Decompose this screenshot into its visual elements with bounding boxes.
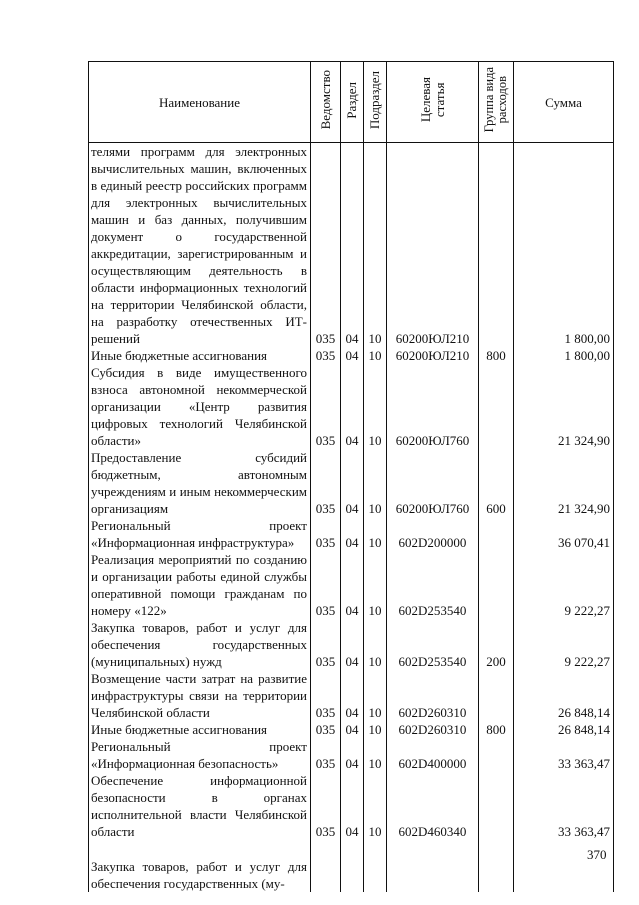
row-gruppa [479, 143, 514, 348]
table-row [89, 517, 614, 551]
header-name: Наименование [89, 62, 311, 143]
row-gruppa [479, 670, 514, 721]
table-row [89, 449, 614, 517]
row-name: Реализация мероприятий по созданию и организации работы единой службы оперативной помощи гражданам по номеру «122» [89, 551, 311, 619]
row-razdel: 04 [341, 551, 364, 619]
table-row [89, 347, 614, 364]
row-podrazdel: 10 [364, 721, 387, 738]
row-razdel: 04 [341, 619, 364, 670]
row-tselevaya: 602D200000 [387, 517, 479, 551]
header-gruppa: Группа вида расходов [479, 62, 514, 143]
row-tselevaya: 602D253540 [387, 551, 479, 619]
header-vedomstvo: Ведомство [311, 62, 341, 143]
row-tselevaya: 602D460340 [387, 772, 479, 840]
row-podrazdel: 10 [364, 347, 387, 364]
row-vedomstvo: 035 [311, 364, 341, 449]
row-name: Иные бюджетные ассигнования [89, 721, 311, 738]
row-name: Региональный проект «Информационная безопасность» [89, 738, 311, 772]
header-razdel: Раздел [341, 62, 364, 143]
row-vedomstvo: 035 [311, 347, 341, 364]
table-row [89, 143, 614, 348]
row-vedomstvo: 035 [311, 619, 341, 670]
row-gruppa: 200 [479, 619, 514, 670]
row-razdel: 04 [341, 738, 364, 772]
table-row [89, 364, 614, 449]
table-row [89, 772, 614, 840]
row-name: Региональный проект «Информационная инфраструктура» [89, 517, 311, 551]
row-razdel: 04 [341, 347, 364, 364]
row-tselevaya: 602D260310 [387, 670, 479, 721]
row-tselevaya: 602D253540 [387, 619, 479, 670]
row-vedomstvo: 035 [311, 721, 341, 738]
row-summa: 21 324,90 [514, 364, 614, 449]
header-summa: Сумма [514, 62, 614, 143]
row-podrazdel: 10 [364, 670, 387, 721]
table-row [89, 670, 614, 721]
row-podrazdel: 10 [364, 143, 387, 348]
row-gruppa: 800 [479, 347, 514, 364]
page-number: 370 [587, 847, 607, 862]
row-gruppa [479, 551, 514, 619]
row-gruppa [479, 840, 514, 892]
table-row [89, 551, 614, 619]
row-razdel: 04 [341, 364, 364, 449]
row-vedomstvo: 035 [311, 772, 341, 840]
row-vedomstvo: 035 [311, 449, 341, 517]
row-name: Возмещение части затрат на развитие инфраструктуры связи на территории Челябинской области [89, 670, 311, 721]
row-gruppa [479, 364, 514, 449]
row-summa: 21 324,90 [514, 449, 614, 517]
table-row [89, 619, 614, 670]
row-summa: 33 363,47 [514, 738, 614, 772]
row-razdel: 04 [341, 143, 364, 348]
row-name: телями программ для электронных вычислительных машин, включенных в единый реестр российских программ для электронных вычислительных машин и баз данных, получившим документ о государственной аккредитации, зарегистрированным и осуществляющим деятельность в области информационных технологий на территории Челябинской области, на разработку отечественных ИТ-решений [89, 143, 311, 348]
row-razdel: 04 [341, 772, 364, 840]
row-vedomstvo: 035 [311, 517, 341, 551]
row-tselevaya: 602D260310 [387, 721, 479, 738]
row-summa: 9 222,27 [514, 551, 614, 619]
row-gruppa: 800 [479, 721, 514, 738]
row-podrazdel: 10 [364, 551, 387, 619]
row-razdel: 04 [341, 670, 364, 721]
row-gruppa: 600 [479, 449, 514, 517]
row-vedomstvo: 035 [311, 143, 341, 348]
row-razdel: 04 [341, 449, 364, 517]
table-header [89, 62, 614, 143]
row-summa: 1 800,00 [514, 143, 614, 348]
table-body [89, 143, 614, 893]
row-vedomstvo [311, 840, 341, 892]
header-tselevaya: Целевая статья [387, 62, 479, 143]
row-tselevaya: 602D400000 [387, 738, 479, 772]
row-vedomstvo: 035 [311, 551, 341, 619]
row-podrazdel: 10 [364, 619, 387, 670]
table-row [89, 721, 614, 738]
row-vedomstvo: 035 [311, 670, 341, 721]
row-gruppa [479, 738, 514, 772]
row-name: Закупка товаров, работ и услуг для обеспечения государственных (муниципальных) нужд [89, 619, 311, 670]
row-podrazdel: 10 [364, 364, 387, 449]
row-tselevaya: 60200ЮЛ760 [387, 364, 479, 449]
row-podrazdel [364, 840, 387, 892]
row-summa: 36 070,41 [514, 517, 614, 551]
row-name: Субсидия в виде имущественного взноса автономной некоммерческой организации «Центр развития цифровых технологий Челябинской области» [89, 364, 311, 449]
row-name: Предоставление субсидий бюджетным, автономным учреждениям и иным некоммерческим организациям [89, 449, 311, 517]
row-tselevaya: 60200ЮЛ760 [387, 449, 479, 517]
row-razdel: 04 [341, 721, 364, 738]
row-razdel [341, 840, 364, 892]
row-gruppa [479, 517, 514, 551]
table-row [89, 840, 614, 892]
table-row [89, 738, 614, 772]
row-podrazdel: 10 [364, 738, 387, 772]
row-razdel: 04 [341, 517, 364, 551]
row-podrazdel: 10 [364, 517, 387, 551]
row-vedomstvo: 035 [311, 738, 341, 772]
row-summa: 9 222,27 [514, 619, 614, 670]
row-tselevaya: 60200ЮЛ210 [387, 143, 479, 348]
row-summa: 1 800,00 [514, 347, 614, 364]
row-tselevaya: 60200ЮЛ210 [387, 347, 479, 364]
row-name: Обеспечение информационной безопасности в органах исполнительной власти Челябинской области [89, 772, 311, 840]
row-podrazdel: 10 [364, 772, 387, 840]
row-gruppa [479, 772, 514, 840]
header-podrazdel: Подраздел [364, 62, 387, 143]
row-summa: 26 848,14 [514, 670, 614, 721]
row-podrazdel: 10 [364, 449, 387, 517]
row-summa: 26 848,14 [514, 721, 614, 738]
budget-table [88, 61, 614, 892]
row-name: Иные бюджетные ассигнования [89, 347, 311, 364]
row-tselevaya [387, 840, 479, 892]
row-name: Закупка товаров, работ и услуг для обеспечения государственных (му- [89, 840, 311, 892]
row-summa: 33 363,47 [514, 772, 614, 840]
